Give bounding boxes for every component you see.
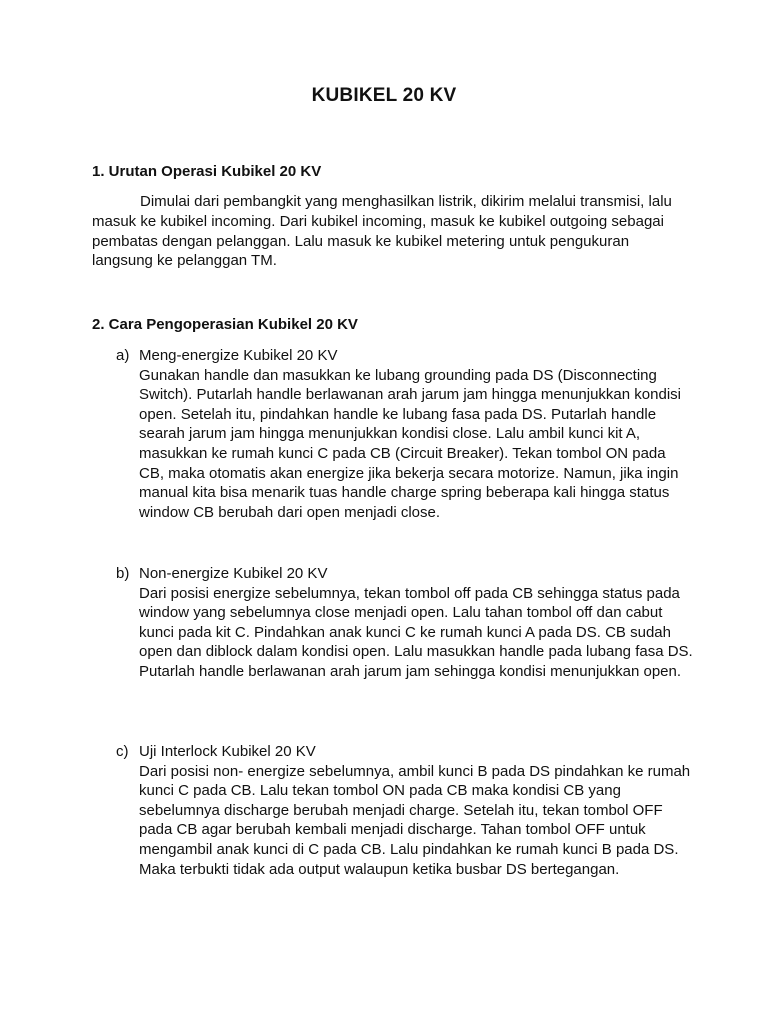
section-1-paragraph-text: Dimulai dari pembangkit yang menghasilkan listrik, dikirim melalui transmisi, lalu masuk ke kubikel incoming. Dari kubikel incoming, masuk ke kubikel outgoing sebagai pembatas dengan pelanggan. Lalu masuk ke kubikel metering untuk pengukuran langsung ke pelanggan TM. xyxy=(92,193,672,270)
list-item-text: Dari posisi non- energize sebelumnya, ambil kunci B pada DS pindahkan ke rumah kunci C pada CB. Lalu tekan tombol ON pada CB maka kondisi CB yang sebelumnya discharge berubah menjadi charge. Setelah itu, tekan tombol OFF pada CB agar berubah kembali menjadi discharge. Tahan tombol OFF untuk mengambil anak kunci di C pada CB. Lalu pindahkan ke rumah kunci B pada DS. Maka terbukti tidak ada output walaupun ketika busbar DS bertegangan. xyxy=(139,762,691,878)
list-item-text: Gunakan handle dan masukkan ke lubang grounding pada DS (Disconnecting Switch). Putarlah handle berlawanan arah jarum jam hingga menunjukkan kondisi open. Setelah itu, pindahkan handle ke lubang fasa pada DS. Putarlah handle searah jarum jam hingga menunjukkan kondisi close. Lalu ambil kunci kit A, masukkan ke rumah kunci C pada CB (Circuit Breaker). Tekan tombol ON pada CB, maka otomatis akan energize jika bekerja secara motorize. Namun, jika ingin manual kita bisa menarik tuas handle charge spring beberapa kali hingga status window CB berubah dari open menjadi close. xyxy=(139,366,681,521)
list-item-marker: b) xyxy=(116,565,130,582)
section-1-heading: 1. Urutan Operasi Kubikel 20 KV xyxy=(92,163,322,180)
list-item-body xyxy=(139,742,694,879)
list-item-marker: a) xyxy=(116,347,130,364)
list-item-title: Meng-energize Kubikel 20 KV xyxy=(139,347,338,364)
section-1-paragraph xyxy=(92,192,692,271)
list-item-marker: c) xyxy=(116,743,129,760)
list-item-body xyxy=(139,346,694,522)
document-title: KUBIKEL 20 KV xyxy=(311,85,457,106)
list-item-body xyxy=(139,564,694,682)
list-item-title: Non-energize Kubikel 20 KV xyxy=(139,565,328,582)
list-item-text: Dari posisi energize sebelumnya, tekan tombol off pada CB sehingga status pada window yang sebelumnya close menjadi open. Lalu tahan tombol off dan cabut kunci pada kit C. Pindahkan anak kunci C ke rumah kunci A pada DS. CB sudah open dan diblock dalam kondisi open. Lalu masukkan handle pada lubang fasa DS. Putarlah handle berlawanan arah jarum jam sehingga kondisi menunjukkan open. xyxy=(139,584,693,680)
section-2-heading: 2. Cara Pengoperasian Kubikel 20 KV xyxy=(92,316,358,333)
list-item-title: Uji Interlock Kubikel 20 KV xyxy=(139,743,316,760)
